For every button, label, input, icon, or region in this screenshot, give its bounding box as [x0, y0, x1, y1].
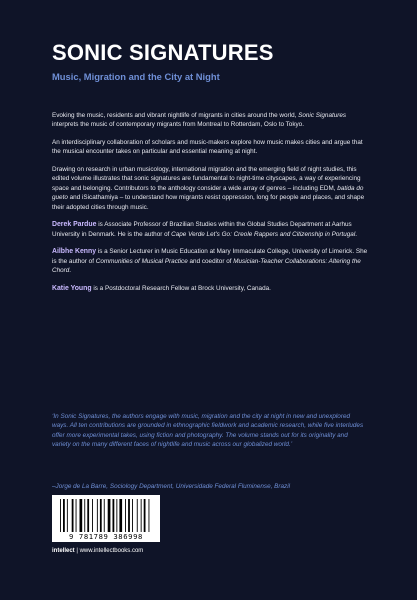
blurb-paragraph-2: An interdisciplinary collaboration of scholars and music-makers explore how music makes cities and argue that the musical encounter takes on particular and essential meaning at night.: [52, 139, 363, 156]
author-name: Derek Pardue: [52, 221, 97, 229]
barcode-bar: [137, 499, 138, 532]
endorsement-quote: ‘In Sonic Signatures, the authors engage with music, migration and the city at night in new and unexplored ways. All ten contributions are grounded in ethnographic fieldwork and academic research, while five interludes offer more experimental takes, using fiction and photography. The volume stands out for its originality and variety on the many different faces of nightlife and music across our globalized world.’: [52, 413, 364, 448]
barcode-bar: [113, 499, 115, 532]
barcode-bar: [84, 499, 85, 532]
barcode-bar: [63, 499, 65, 532]
publisher-line: intellect | www.intellectbooks.com: [52, 548, 144, 554]
isbn-digits: 9 781789 386998: [69, 532, 143, 541]
barcode-bar: [100, 499, 102, 532]
barcode-bar: [76, 499, 77, 532]
blurb: [52, 111, 370, 301]
barcode-bar: [132, 499, 133, 532]
barcode-bar: [72, 499, 74, 532]
book-title-inline: Sonic Signatures: [298, 112, 347, 119]
book-title: SONIC SIGNATURES: [52, 40, 274, 65]
blurb-paragraph-3: Drawing on research in urban musicology, international migration and the emerging field of night studies, this edited volume illustrates that sonic signatures are fundamental to night-time cityscapes, a way of experiencing space and belonging. Contributors to the anthology consider a wide array of genres – including EDM, batida do gueto and iSicathamiya – to understand how migrants resist oppression, long for people and places, and shape their adopted cities through music.: [52, 166, 365, 211]
blurb-paragraph-1: Evoking the music, residents and vibrant nightlife of migrants in cities around the world, Sonic Signatures interprets the music of contemporary migrants from Montreal to Rotterdam, Oslo to Tokyo.: [52, 112, 347, 129]
barcode-bar: [108, 499, 111, 532]
barcode-bar: [128, 499, 130, 532]
barcode-bar: [125, 499, 126, 532]
barcode-bar: [92, 499, 93, 532]
barcode-bar: [149, 499, 150, 532]
barcode-bar: [144, 499, 146, 532]
publisher-brand: intellect: [52, 548, 75, 554]
barcode-bar: [104, 499, 105, 532]
author-name: Katie Young: [52, 284, 92, 292]
barcode-bar: [67, 499, 68, 532]
isbn-barcode: [52, 495, 160, 542]
barcode-bar: [80, 499, 83, 532]
author-bio-2: Ailbhe Kenny is a Senior Lecturer in Music Education at Mary Immaculate College, University of Limerick. She is the author of Communities of Musical Practice and coeditor of Musician-Teacher Collaborations: Altering the Chord.: [52, 248, 368, 275]
publisher-url[interactable]: www.intellectbooks.com: [79, 548, 144, 554]
barcode-bar: [141, 499, 142, 532]
author-name: Ailbhe Kenny: [52, 248, 97, 256]
barcode-bar: [87, 499, 89, 532]
author-bio-1: Derek Pardue is Associate Professor of Brazilian Studies within the Global Studies Department at Aarhus University in Denmark. He is the author of Cape Verde Let’s Go: Creole Rappers and Citizenship in Portugal.: [52, 221, 358, 238]
endorsement-attribution: –Jorge de La Barre, Sociology Department, Universidade Federal Fluminense, Brazil: [52, 483, 291, 490]
barcode-bar: [116, 499, 117, 532]
barcode-bar: [97, 499, 98, 532]
barcode-icon: [58, 499, 154, 532]
author-bio-3: Katie Young is a Postdoctoral Research Fellow at Brock University, Canada.: [52, 284, 271, 292]
barcode-bar: [119, 499, 122, 532]
barcode-bar: [60, 499, 61, 532]
book-subtitle: Music, Migration and the City at Night: [52, 71, 220, 82]
